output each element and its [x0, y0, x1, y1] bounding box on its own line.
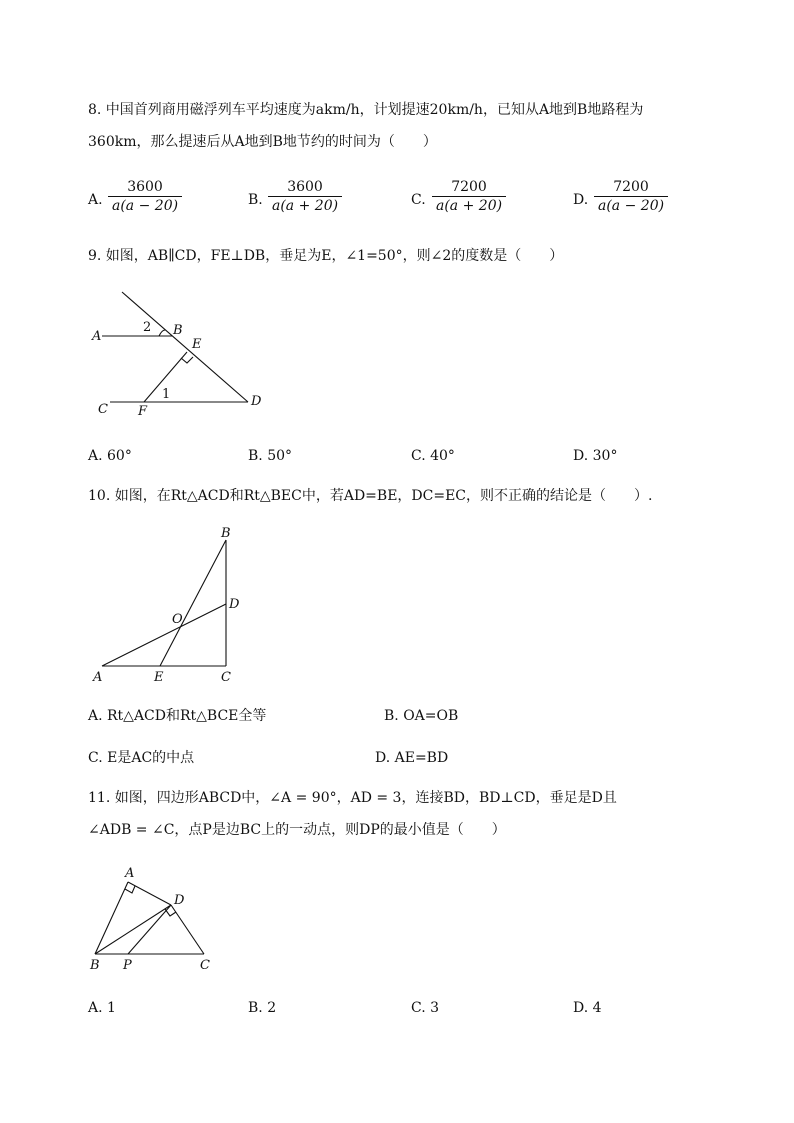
q10-figure: [88, 525, 258, 690]
q8-option-c-numerator: 7200: [432, 178, 506, 197]
q11-option-c: C. 3: [411, 1000, 440, 1016]
q11-figure: [88, 862, 228, 977]
q8-option-b-label: B.: [248, 192, 263, 208]
q9-right-angle-mark: [181, 357, 193, 363]
q10-option-d: D. AE=BD: [375, 750, 449, 766]
q9-option-b: B. 50°: [248, 448, 293, 464]
q8-option-b-denominator: a(a + 20): [272, 198, 339, 214]
q11-option-b: B. 2: [248, 1000, 277, 1016]
q9-angle2-arc: [159, 330, 165, 336]
q9-label-a: A: [92, 329, 102, 344]
q11-text-line1: 11. 如图，四边形ABCD中，∠A = 90°，AD = 3，连接BD，BD⊥CD，垂足是D且: [88, 790, 617, 806]
q11-label-b: B: [90, 958, 100, 973]
q9-line-bd: [122, 292, 248, 402]
q8-option-b-fraction: [268, 178, 342, 215]
q8-option-d-label: D.: [573, 192, 589, 208]
q11-label-d: D: [174, 893, 185, 908]
q10-label-c: C: [221, 670, 231, 685]
q11-line-pd: [128, 905, 171, 954]
q9-label-angle2: 2: [143, 320, 152, 335]
q9-option-c: C. 40°: [411, 448, 455, 464]
q9-label-c: C: [98, 402, 108, 417]
q10-option-a: A. Rt△ACD和Rt△BCE全等: [88, 708, 267, 724]
q9-label-e: E: [192, 337, 202, 352]
q8-option-a-numerator: 3600: [108, 178, 182, 197]
q8-option-c-label: C.: [411, 192, 426, 208]
q11-line-ad: [128, 882, 171, 905]
q9-option-a: A. 60°: [88, 448, 132, 464]
q10-label-a: A: [93, 670, 103, 685]
q11-label-c: C: [200, 958, 210, 973]
q9-label-angle1: 1: [162, 387, 171, 402]
q8-option-c-denominator: a(a + 20): [436, 198, 503, 214]
q11-text-line2: ∠ADB = ∠C，点P是边BC上的一动点，则DP的最小值是（ ）: [88, 822, 506, 838]
q10-option-b: B. OA=OB: [384, 708, 459, 724]
q9-label-f: F: [138, 404, 148, 419]
q11-option-a: A. 1: [88, 1000, 116, 1016]
q11-label-p: P: [123, 958, 132, 973]
q9-label-d: D: [251, 394, 262, 409]
q8-option-a-denominator: a(a − 20): [112, 198, 179, 214]
q11-option-d: D. 4: [573, 1000, 602, 1016]
q9-option-d: D. 30°: [573, 448, 618, 464]
q9-text: 9. 如图，AB∥CD，FE⊥DB，垂足为E，∠1=50°，则∠2的度数是（ ）: [88, 248, 564, 264]
q10-label-o: O: [172, 612, 183, 627]
q9-figure: [88, 285, 278, 420]
q10-line-be: [160, 540, 226, 666]
q8-option-a-fraction: [108, 178, 182, 215]
q10-line-ad: [102, 604, 226, 666]
q8-option-d-fraction: [594, 178, 668, 215]
q9-label-b: B: [173, 323, 183, 338]
q10-text: 10. 如图，在Rt△ACD和Rt△BEC中，若AD=BE，DC=EC，则不正确的结论是（ ）.: [88, 488, 653, 504]
q11-label-a: A: [125, 866, 135, 881]
q8-option-c-fraction: [432, 178, 506, 215]
q10-label-b: B: [221, 526, 231, 541]
q10-label-e: E: [154, 670, 164, 685]
q8-option-d-numerator: 7200: [594, 178, 668, 197]
q10-option-c: C. E是AC的中点: [88, 750, 195, 766]
q8-text-line1: 8. 中国首列商用磁浮列车平均速度为akm/h，计划提速20km/h，已知从A地到B地路程为: [88, 102, 644, 118]
q8-text-line2: 360km，那么提速后从A地到B地节约的时间为（ ）: [88, 134, 437, 150]
q10-label-d: D: [229, 597, 240, 612]
q8-option-d-denominator: a(a − 20): [598, 198, 665, 214]
q8-option-a-label: A.: [88, 192, 103, 208]
q8-option-b-numerator: 3600: [268, 178, 342, 197]
q11-right-angle-a: [125, 886, 135, 893]
